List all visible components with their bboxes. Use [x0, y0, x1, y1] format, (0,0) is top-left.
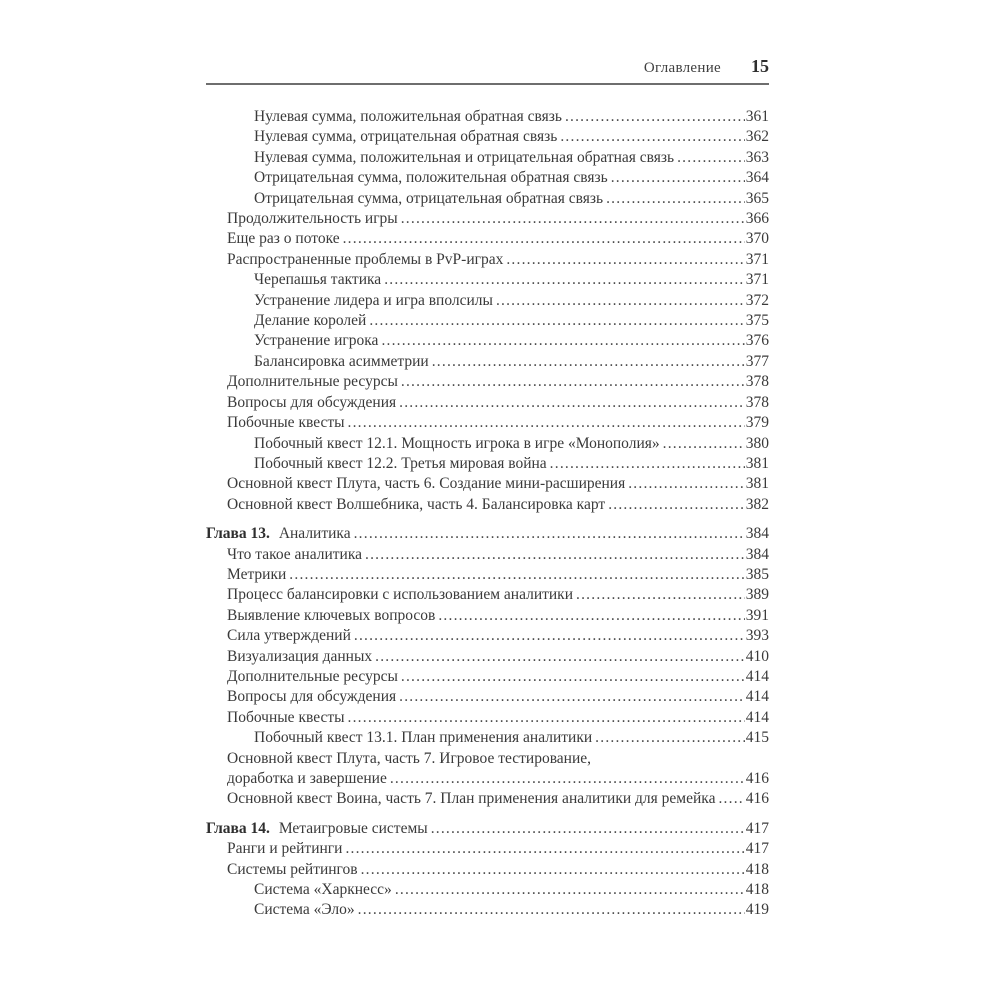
- toc-entry: [206, 454, 769, 474]
- toc-page-number: 418: [745, 860, 769, 878]
- toc-entry: [206, 860, 769, 880]
- toc-entry-label: [227, 393, 396, 413]
- toc-entry: [206, 250, 769, 270]
- toc-page-number: 389: [745, 586, 769, 604]
- toc-dot-leader: [361, 860, 745, 880]
- page-number: 15: [751, 56, 769, 76]
- toc-page-number: 370: [745, 230, 769, 248]
- toc-entry-label: [227, 585, 573, 605]
- toc-entry-label: [206, 524, 351, 544]
- toc-entry: [206, 900, 769, 920]
- toc-entry-label: [227, 250, 503, 270]
- toc-entry-label: [227, 372, 398, 392]
- toc-page-number: 417: [745, 840, 769, 858]
- toc-dot-leader: [375, 647, 745, 667]
- toc-page-number: 391: [745, 606, 769, 624]
- toc-entry-label: [227, 667, 398, 687]
- toc-entry-text: Побочные квесты: [227, 708, 345, 726]
- toc-page-number: 384: [745, 545, 769, 563]
- toc-page-number: 414: [745, 667, 769, 685]
- toc-dot-leader: [628, 474, 745, 494]
- toc-page-number: 362: [745, 128, 769, 146]
- toc-entry-label: [254, 148, 674, 168]
- toc-entry: [206, 189, 769, 209]
- toc-entry: [206, 270, 769, 290]
- toc-dot-leader: [663, 434, 745, 454]
- toc-entry-text: Распространенные проблемы в PvP-играх: [227, 250, 504, 268]
- toc-dot-leader: [401, 209, 745, 229]
- toc-entry-label: [227, 565, 286, 585]
- toc-dot-leader: [606, 189, 745, 209]
- toc-entry-label: [254, 291, 493, 311]
- toc-entry-label: [254, 311, 366, 331]
- toc-chapter-prefix: Глава 14.: [206, 819, 270, 837]
- toc-page-number: 375: [745, 312, 769, 330]
- toc-page-number: 414: [745, 708, 769, 726]
- toc-entry: [206, 474, 769, 494]
- toc-page-number: 416: [745, 790, 769, 808]
- toc-dot-leader: [354, 626, 745, 646]
- toc-entry: [206, 372, 769, 392]
- toc-page-number: 378: [745, 393, 769, 411]
- toc-entry-text: Побочный квест 12.1. Мощность игрока в игре «Монополия»: [254, 434, 660, 452]
- toc-list: [206, 107, 769, 921]
- toc-entry-label: [227, 606, 435, 626]
- toc-entry: [206, 209, 769, 229]
- toc-dot-leader: [399, 393, 745, 413]
- toc-entry: [206, 749, 769, 769]
- toc-entry-text: Побочный квест 12.2. Третья мировая война: [254, 454, 547, 472]
- toc-entry-label: [206, 819, 428, 839]
- toc-dot-leader: [576, 585, 745, 605]
- toc-entry-text: Система «Харкнесс»: [254, 881, 392, 899]
- toc-entry-label: [254, 434, 660, 454]
- toc-entry: [206, 413, 769, 433]
- toc-dot-leader: [438, 606, 744, 626]
- toc-entry-label: [227, 749, 591, 769]
- toc-dot-leader: [401, 372, 745, 392]
- toc-entry-label: [254, 352, 429, 372]
- toc-entry-text: Еще раз о потоке: [227, 230, 340, 248]
- toc-dot-leader: [365, 545, 745, 565]
- toc-page-number: 410: [745, 647, 769, 665]
- toc-page-number: 393: [745, 627, 769, 645]
- toc-entry: [206, 880, 769, 900]
- toc-entry-label: [227, 229, 340, 249]
- toc-entry-label: [227, 769, 387, 789]
- toc-dot-leader: [384, 270, 745, 290]
- toc-entry-text: Вопросы для обсуждения: [227, 393, 397, 411]
- toc-entry: [206, 495, 769, 515]
- toc-page-number: 377: [745, 352, 769, 370]
- toc-entry-label: [227, 687, 396, 707]
- toc-chapter-prefix: Глава 13.: [206, 525, 270, 543]
- toc-entry-label: [227, 647, 372, 667]
- toc-page-number: 364: [745, 169, 769, 187]
- toc-page-number: 378: [745, 373, 769, 391]
- toc-page-number: 365: [745, 189, 769, 207]
- toc-page-number: 381: [745, 475, 769, 493]
- toc-entry-text: доработка и завершение: [227, 770, 387, 787]
- toc-entry-label: [254, 127, 557, 147]
- toc-dot-leader: [496, 291, 745, 311]
- toc-entry-text: Устранение лидера и игра вполсилы: [254, 291, 493, 309]
- toc-dot-leader: [358, 900, 745, 920]
- toc-entry-label: [227, 860, 358, 880]
- toc-dot-leader: [369, 311, 744, 331]
- toc-entry-text: Дополнительные ресурсы: [227, 373, 398, 391]
- toc-entry-text: Нулевая сумма, положительная и отрицательная обратная связь: [254, 148, 675, 166]
- toc-entry-text: Основной квест Плута, часть 6. Создание мини-расширения: [227, 475, 626, 493]
- toc-dot-leader: [506, 250, 744, 270]
- toc-page-number: 372: [745, 291, 769, 309]
- toc-entry-label: [254, 270, 381, 290]
- toc-dot-leader: [345, 839, 744, 859]
- toc-entry-text: Нулевая сумма, отрицательная обратная связь: [254, 128, 558, 146]
- toc-entry: [206, 524, 769, 544]
- toc-dot-leader: [431, 819, 745, 839]
- toc-entry-label: [254, 900, 355, 920]
- toc-entry-label: [227, 474, 625, 494]
- toc-entry: [206, 168, 769, 188]
- toc-entry-label: [227, 626, 351, 646]
- toc-entry-text: Отрицательная сумма, положительная обратная связь: [254, 169, 608, 187]
- toc-entry-text: Побочный квест 13.1. План применения аналитики: [254, 729, 593, 747]
- toc-page-number: 376: [745, 332, 769, 350]
- toc-entry: [206, 839, 769, 859]
- toc-entry-text: Процесс балансировки с использованием аналитики: [227, 586, 574, 604]
- toc-page-number: 385: [745, 565, 769, 583]
- toc-dot-leader: [399, 687, 745, 707]
- toc-entry: [206, 545, 769, 565]
- toc-entry-text: Балансировка асимметрии: [254, 352, 429, 370]
- toc-page-number: 384: [745, 525, 769, 543]
- toc-entry: [206, 229, 769, 249]
- toc-entry-text: Аналитика: [278, 525, 351, 543]
- toc-entry-text: Побочные квесты: [227, 414, 345, 432]
- toc-entry: [206, 331, 769, 351]
- document-page: [206, 56, 769, 921]
- toc-page-number: 380: [745, 434, 769, 452]
- toc-entry-text: Основной квест Волшебника, часть 4. Балансировка карт: [227, 495, 606, 513]
- toc-entry: [206, 647, 769, 667]
- toc-page-number: 363: [745, 148, 769, 166]
- toc-entry-text: Дополнительные ресурсы: [227, 667, 398, 685]
- toc-entry-text: Визуализация данных: [227, 647, 373, 665]
- toc-entry-label: [227, 413, 345, 433]
- toc-entry-label: [254, 880, 392, 900]
- toc-dot-leader: [432, 352, 745, 372]
- toc-dot-leader: [718, 789, 744, 809]
- toc-dot-leader: [289, 565, 744, 585]
- toc-dot-leader: [395, 880, 745, 900]
- toc-entry: [206, 728, 769, 748]
- toc-entry: [206, 585, 769, 605]
- toc-dot-leader: [348, 708, 745, 728]
- toc-entry: [206, 667, 769, 687]
- toc-entry-text: Основной квест Плута, часть 7. Игровое тестирование,: [227, 749, 592, 767]
- toc-entry: [206, 687, 769, 707]
- toc-entry: [206, 769, 769, 789]
- toc-page-number: 418: [745, 881, 769, 899]
- toc-dot-leader: [381, 331, 744, 351]
- toc-dot-leader: [611, 168, 745, 188]
- toc-entry: [206, 148, 769, 168]
- toc-entry: [206, 434, 769, 454]
- toc-page-number: 417: [745, 819, 769, 837]
- toc-entry-label: [227, 708, 345, 728]
- toc-entry-text: Ранги и рейтинги: [227, 840, 343, 858]
- toc-entry-text: Система «Эло»: [254, 901, 355, 919]
- toc-dot-leader: [390, 769, 745, 789]
- toc-entry: [206, 352, 769, 372]
- toc-entry-text: Вопросы для обсуждения: [227, 688, 397, 706]
- toc-entry-text: Выявление ключевых вопросов: [227, 606, 436, 624]
- toc-entry-label: [254, 168, 608, 188]
- running-head-title: Оглавление: [643, 60, 721, 76]
- toc-page-number: 382: [745, 495, 769, 513]
- toc-entry-label: [227, 209, 398, 229]
- toc-entry-text: Делание королей: [254, 312, 367, 330]
- toc-page-number: 415: [745, 729, 769, 747]
- toc-page-number: 371: [745, 250, 769, 268]
- toc-page-number: 366: [745, 210, 769, 228]
- toc-page-number: 419: [745, 901, 769, 919]
- toc-dot-leader: [348, 413, 745, 433]
- toc-entry: [206, 626, 769, 646]
- toc-entry-text: Черепашья тактика: [254, 271, 382, 289]
- toc-entry-text: Отрицательная сумма, отрицательная обратная связь: [254, 189, 604, 207]
- toc-entry-text: Сила утверждений: [227, 627, 351, 645]
- toc-entry: [206, 393, 769, 413]
- toc-entry-label: [254, 728, 592, 748]
- toc-entry-text: Что такое аналитика: [227, 545, 363, 563]
- toc-entry-label: [254, 331, 378, 351]
- toc-entry: [206, 708, 769, 728]
- toc-entry-label: [227, 545, 362, 565]
- toc-page-number: 379: [745, 414, 769, 432]
- toc-dot-leader: [560, 127, 744, 147]
- toc-entry-text: Основной квест Воина, часть 7. План применения аналитики для ремейка: [227, 790, 716, 808]
- toc-entry: [206, 127, 769, 147]
- toc-entry-label: [254, 189, 603, 209]
- toc-page-number: 371: [745, 271, 769, 289]
- toc-dot-leader: [354, 524, 745, 544]
- toc-dot-leader: [595, 728, 745, 748]
- toc-entry: [206, 291, 769, 311]
- toc-entry-label: [227, 495, 605, 515]
- toc-entry: [206, 789, 769, 809]
- toc-entry: [206, 107, 769, 127]
- toc-entry: [206, 606, 769, 626]
- toc-entry-text: Метрики: [227, 565, 287, 583]
- toc-entry: [206, 565, 769, 585]
- toc-entry: [206, 311, 769, 331]
- toc-dot-leader: [608, 495, 745, 515]
- toc-entry-label: [254, 454, 547, 474]
- toc-entry-text: Метаигровые системы: [278, 819, 428, 837]
- toc-entry-text: Нулевая сумма, положительная обратная связь: [254, 108, 562, 125]
- page-header: [206, 56, 769, 85]
- toc-entry-label: [227, 789, 715, 809]
- toc-entry-text: Устранение игрока: [254, 332, 379, 350]
- toc-dot-leader: [401, 667, 745, 687]
- toc-page-number: 361: [745, 108, 769, 125]
- toc-dot-leader: [550, 454, 745, 474]
- toc-dot-leader: [565, 107, 745, 127]
- toc-dot-leader: [343, 229, 745, 249]
- toc-page-number: 381: [745, 454, 769, 472]
- toc-page-number: 414: [745, 688, 769, 706]
- toc-entry-text: Продолжительность игры: [227, 210, 398, 228]
- toc-entry-text: Системы рейтингов: [227, 860, 358, 878]
- toc-entry-label: [227, 839, 342, 859]
- toc-dot-leader: [677, 148, 745, 168]
- toc-entry-label: [254, 107, 562, 127]
- toc-page-number: 416: [745, 770, 769, 787]
- toc-entry: [206, 819, 769, 839]
